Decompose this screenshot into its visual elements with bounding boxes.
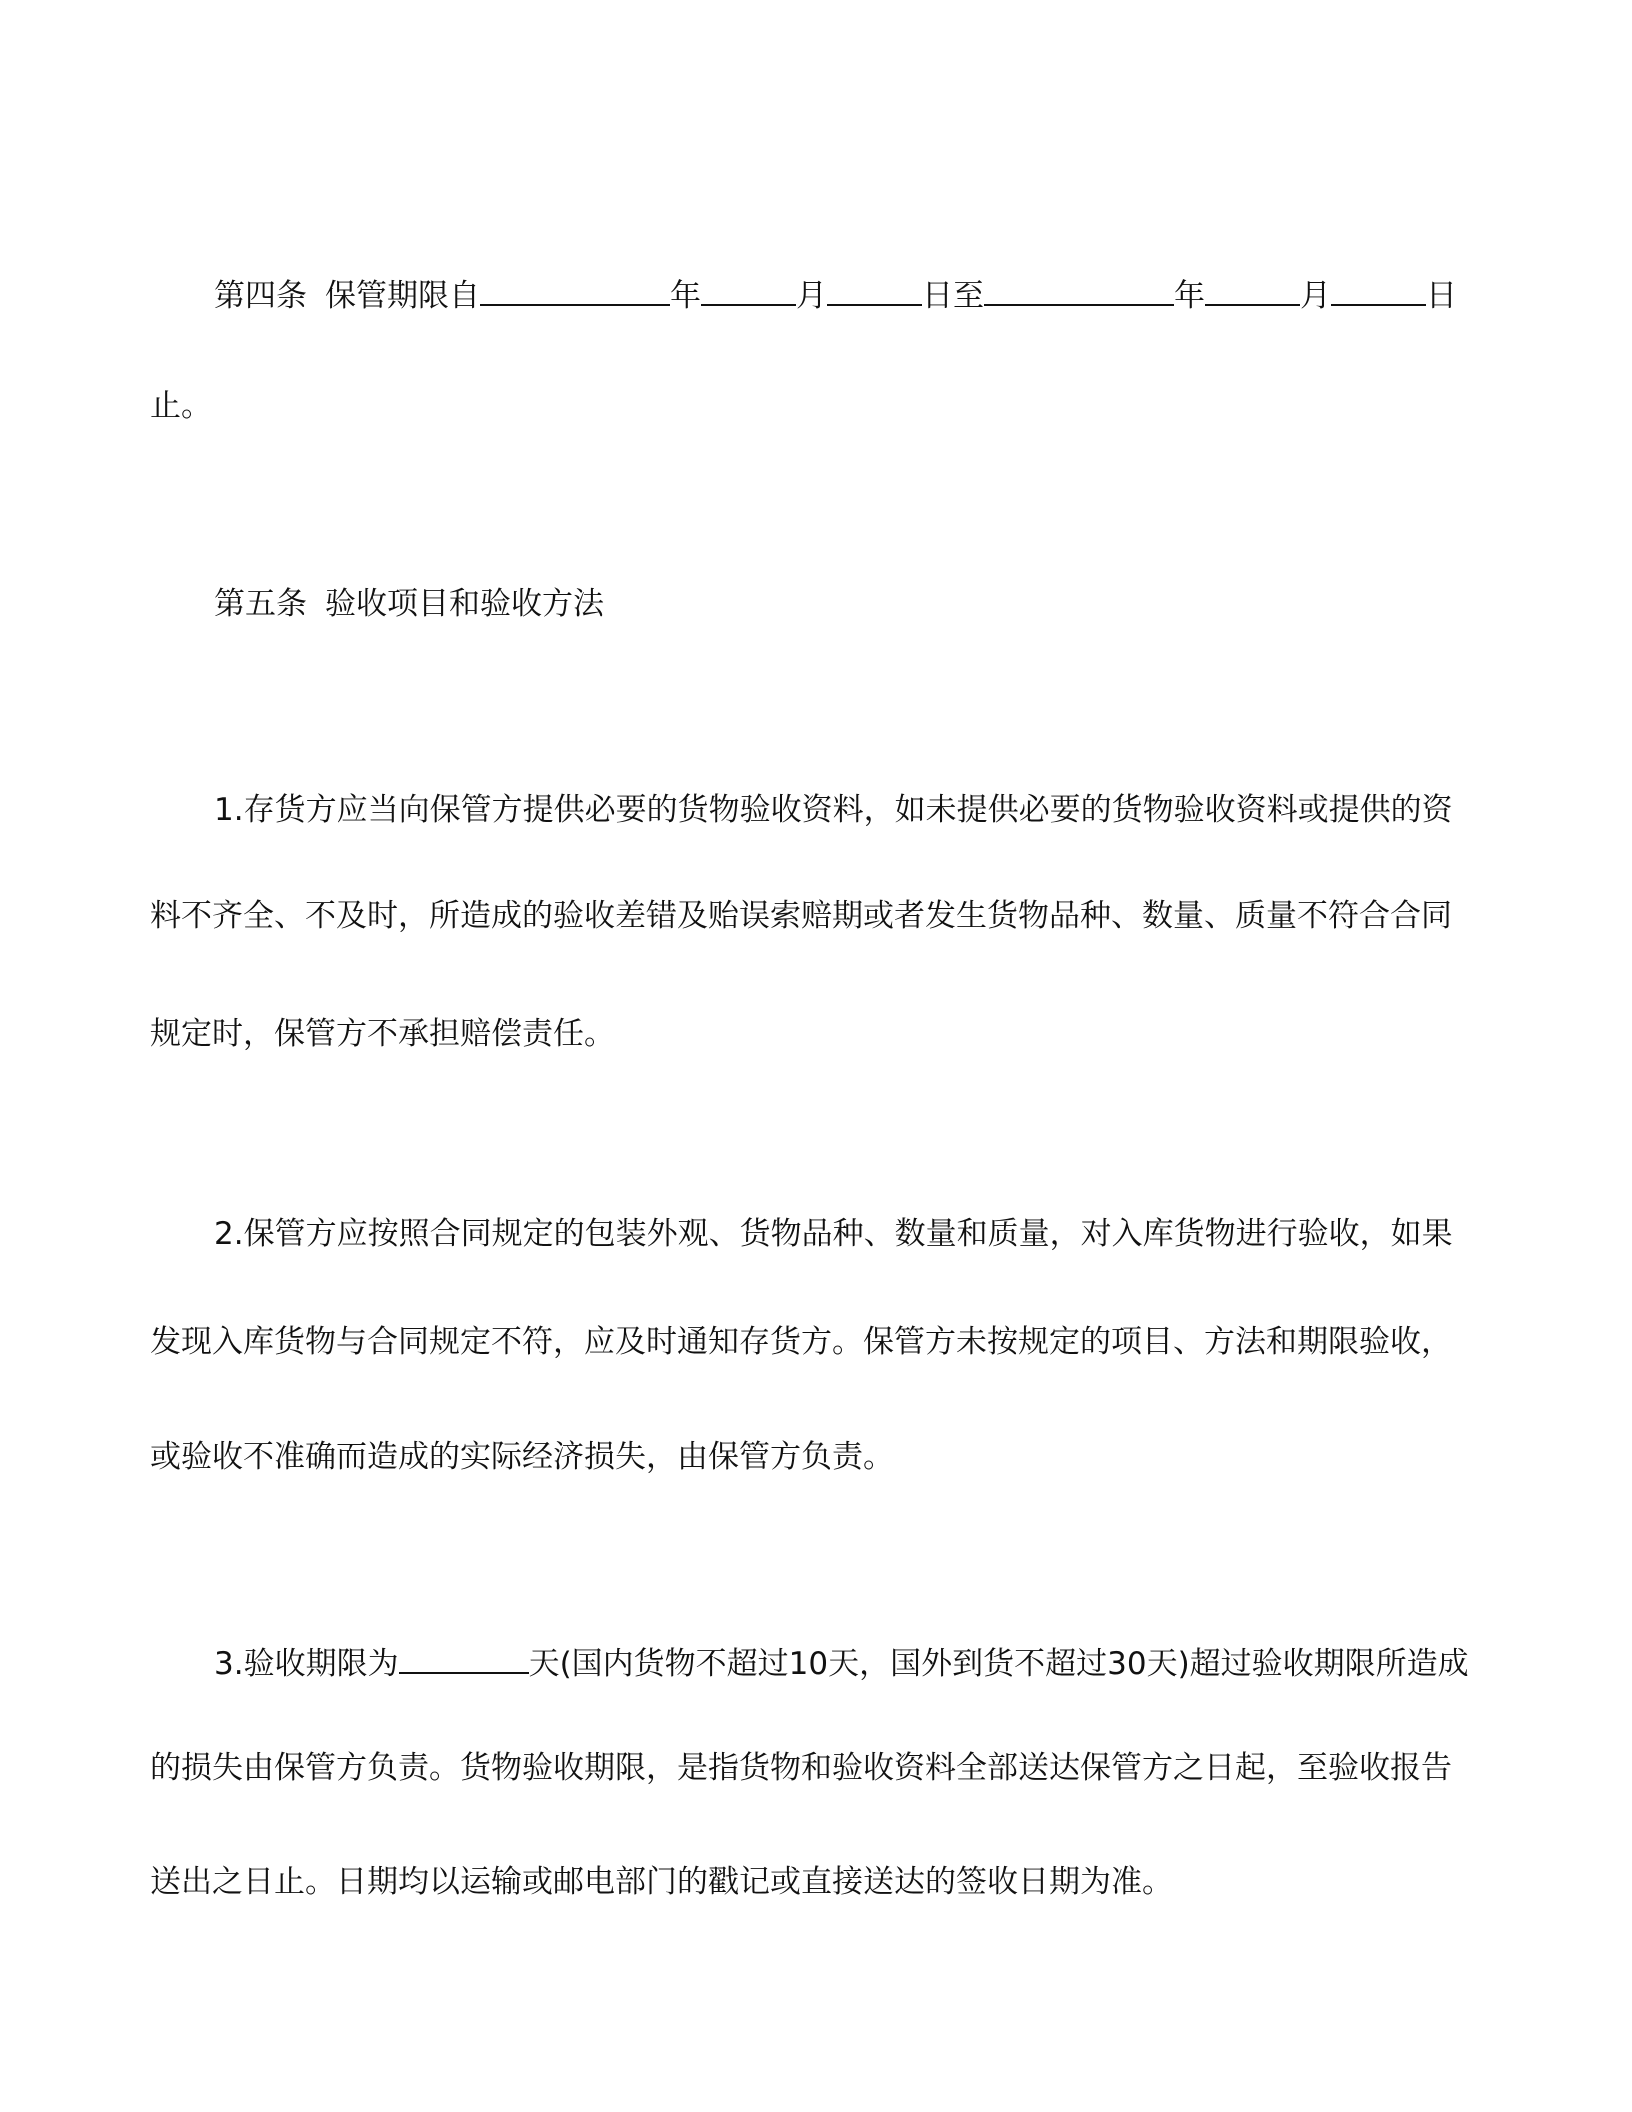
article5-heading: 第五条 bbox=[214, 586, 307, 622]
item3-line3: 送出之日止。日期均以运输或邮电部门的戳记或直接送达的签收日期为准。 bbox=[150, 1864, 1173, 1900]
item1-line3: 规定时，保管方不承担赔偿责任。 bbox=[150, 1016, 615, 1052]
end-day-blank[interactable] bbox=[1331, 272, 1426, 306]
month2-label: 月 bbox=[1300, 278, 1331, 314]
item3-line1-start: 3.验收期限为 bbox=[214, 1646, 399, 1682]
item2-line2: 发现入库货物与合同规定不符，应及时通知存货方。保管方未按规定的项目、方法和期限验收， bbox=[150, 1324, 1452, 1360]
article5-title: 验收项目和验收方法 bbox=[325, 586, 604, 622]
end-month-blank[interactable] bbox=[1205, 272, 1300, 306]
article4-line bbox=[214, 272, 1457, 316]
end-year-blank[interactable] bbox=[984, 272, 1174, 306]
day-to-label: 日至 bbox=[922, 278, 984, 314]
article5-heading-line bbox=[214, 584, 604, 624]
month-label: 月 bbox=[796, 278, 827, 314]
item3-line1 bbox=[214, 1640, 1469, 1684]
start-day-blank[interactable] bbox=[827, 272, 922, 306]
article4-heading: 第四条 bbox=[214, 278, 307, 314]
article4-end: 止。 bbox=[150, 388, 212, 424]
item3-line1-end: 天(国内货物不超过10天，国外到货不超过30天)超过验收期限所造成 bbox=[528, 1646, 1469, 1682]
item2-line1: 2.保管方应按照合同规定的包装外观、货物品种、数量和质量，对入库货物进行验收，如果 bbox=[214, 1216, 1453, 1252]
item2-line3: 或验收不准确而造成的实际经济损失，由保管方负责。 bbox=[150, 1439, 894, 1475]
start-year-blank[interactable] bbox=[480, 272, 670, 306]
article4-text-start: 保管期限自 bbox=[325, 278, 480, 314]
item1-line2: 料不齐全、不及时，所造成的验收差错及贻误索赔期或者发生货物品种、数量、质量不符合合同 bbox=[150, 898, 1452, 934]
item3-line2: 的损失由保管方负责。货物验收期限，是指货物和验收资料全部送达保管方之日起，至验收报告 bbox=[150, 1750, 1452, 1786]
day2-label: 日 bbox=[1426, 278, 1457, 314]
year-label: 年 bbox=[670, 278, 701, 314]
start-month-blank[interactable] bbox=[701, 272, 796, 306]
year2-label: 年 bbox=[1174, 278, 1205, 314]
inspection-days-blank[interactable] bbox=[399, 1640, 529, 1674]
item1-line1: 1.存货方应当向保管方提供必要的货物验收资料，如未提供必要的货物验收资料或提供的资 bbox=[214, 792, 1453, 828]
